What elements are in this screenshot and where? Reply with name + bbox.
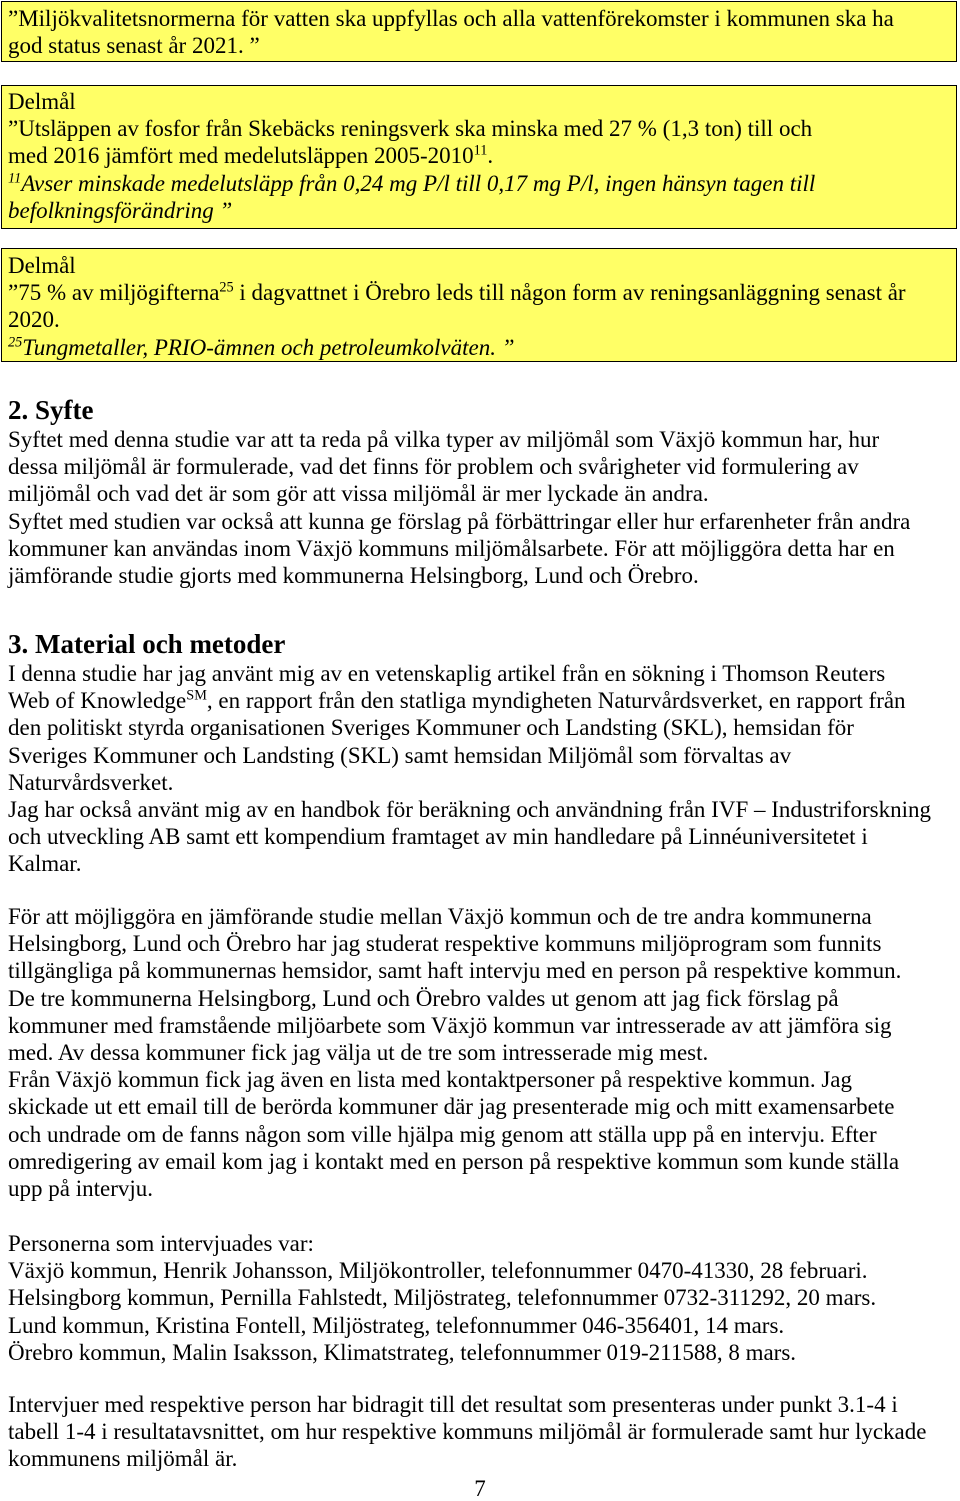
paragraph-line: upp på intervju. xyxy=(8,1175,153,1201)
paragraph-line: De tre kommunerna Helsingborg, Lund och Örebro valdes ut genom att jag fick förslag på xyxy=(8,985,839,1011)
subgoal-text: ”75 % av miljögifterna xyxy=(8,280,220,306)
paragraph-line: Intervjuer med respektive person har bidragit till det resultat som presenteras under punkt 3.1-4 i xyxy=(8,1392,898,1417)
subgoal-line: 2020. xyxy=(8,307,60,333)
footnote-line xyxy=(8,170,956,197)
paragraph-line: och undrade om de fanns någon som ville hjälpa mig genom att ställa upp på en intervju. Efter xyxy=(8,1121,877,1147)
subgoal-label: Delmål xyxy=(8,253,76,278)
sources-paragraph xyxy=(8,660,931,878)
paragraph-line: Syftet med denna studie var att ta reda på vilka typer av miljömål som Växjö kommun har, hur xyxy=(8,427,880,452)
subgoal-line xyxy=(8,279,956,306)
paragraph-text: Web of Knowledge xyxy=(8,688,187,714)
footnote-line xyxy=(8,334,956,361)
footnote-text: Tungmetaller, PRIO-ämnen och petroleumkolväten. ” xyxy=(22,334,515,360)
comparison-paragraph xyxy=(8,903,901,1202)
interviewee-entry: Örebro kommun, Malin Isaksson, Klimatstrateg, telefonnummer 019-211588, 8 mars. xyxy=(8,1339,797,1365)
interviewee-entry: Helsingborg kommun, Pernilla Fahlstedt, Miljöstrateg, telefonnummer 0732-311292, 20 mars. xyxy=(8,1285,877,1311)
interviewee-entry: Lund kommun, Kristina Fontell, Miljöstrateg, telefonnummer 046-356401, 14 mars. xyxy=(8,1312,785,1338)
subgoal-line: ”Utsläppen av fosfor från Skebäcks reningsverk ska minska med 27 % (1,3 ton) till och xyxy=(8,116,813,142)
paragraph-line: För att möjliggöra en jämförande studie mellan Växjö kommun och de tre andra kommunerna xyxy=(8,904,872,929)
paragraph-line: med. Av dessa kommuner fick jag välja ut de tre som intresserade mig mest. xyxy=(8,1039,709,1065)
paragraph-line: och utveckling AB samt ett kompendium framtaget av min handledare på Linnéuniversitetet i xyxy=(8,824,868,850)
paragraph-line: miljömål och vad det är som gör att vissa miljömål är mer lyckade än andra. xyxy=(8,481,709,507)
footnote-reference: 11 xyxy=(473,142,488,159)
paragraph-line: I denna studie har jag använt mig av en vetenskaplig artikel från en sökning i Thomson Reuters xyxy=(8,661,886,686)
section-heading-method: 3. Material och metoder xyxy=(8,629,286,659)
interviewee-list xyxy=(8,1230,876,1366)
paragraph-line: dessa miljömål är formulerade, vad det finns för problem och svårigheter vid formulering av xyxy=(8,454,859,480)
paragraph-line: omredigering av email kom jag i kontakt med en person på respektive kommun som kunde ställa xyxy=(8,1148,900,1174)
paragraph-line: tillgängliga på kommunernas hemsidor, samt haft intervju med en person på respektive kommun. xyxy=(8,958,902,984)
page-number: 7 xyxy=(474,1476,486,1501)
paragraph-line: Från Växjö kommun fick jag även en lista med kontaktpersoner på respektive kommun. Jag xyxy=(8,1067,852,1093)
footnote-number: 11 xyxy=(8,169,22,186)
footnote-line: befolkningsförändring ” xyxy=(8,197,233,223)
section-heading-purpose: 2. Syfte xyxy=(8,395,94,425)
interviewee-intro: Personerna som intervjuades var: xyxy=(8,1231,314,1256)
paragraph-line: Kalmar. xyxy=(8,851,82,877)
closing-paragraph xyxy=(8,1391,926,1473)
paragraph-line: jämförande studie gjorts med kommunerna Helsingborg, Lund och Örebro. xyxy=(8,562,699,588)
paragraph-line: skickade ut ett email till de berörda kommuner där jag presenterade mig och mitt examensarbete xyxy=(8,1094,895,1120)
paragraph-line: den politiskt styrda organisationen Sveriges Kommuner och Landsting (SKL), hemsidan för xyxy=(8,715,854,741)
footnote-number: 25 xyxy=(8,333,23,350)
pollutants-subgoal-box xyxy=(1,248,957,362)
footnote-reference: 25 xyxy=(219,279,234,296)
goal-quote-box xyxy=(1,1,957,62)
paragraph-line: Jag har också använt mig av en handbok för beräkning och användning från IVF – Industriforskning xyxy=(8,796,931,822)
subgoal-label: Delmål xyxy=(8,89,76,114)
paragraph-line: tabell 1-4 i resultatavsnittet, om hur respektive kommuns miljömål är formulerade samt hur lyckade xyxy=(8,1419,927,1445)
paragraph-line: Helsingborg, Lund och Örebro har jag studerat respektive kommuns miljöprogram som funnits xyxy=(8,931,882,957)
footnote-text: Avser minskade medelutsläpp från 0,24 mg P/l till 0,17 mg P/l, ingen hänsyn tagen till xyxy=(21,170,816,196)
paragraph-line xyxy=(8,687,931,714)
subgoal-text: i dagvattnet i Örebro leds till någon form av reningsanläggning senast år xyxy=(233,280,906,306)
paragraph-line: kommunens miljömål är. xyxy=(8,1446,238,1472)
paragraph-line: Sveriges Kommuner och Landsting (SKL) samt hemsidan Miljömål som förvaltas av xyxy=(8,742,792,768)
goal-line: god status senast år 2021. ” xyxy=(8,33,260,59)
phosphorus-subgoal-box xyxy=(1,85,957,229)
paragraph-line: kommuner kan användas inom Växjö kommuns miljömålsarbete. För att möjliggöra detta har en xyxy=(8,535,895,561)
subgoal-line xyxy=(8,142,956,169)
interviewee-entry: Växjö kommun, Henrik Johansson, Miljökontroller, telefonnummer 0470-41330, 28 februari. xyxy=(8,1258,868,1284)
paragraph-line: Naturvårdsverket. xyxy=(8,769,174,795)
service-mark: SM xyxy=(186,687,207,704)
subgoal-text: . xyxy=(487,143,494,169)
paragraph-line: kommuner med framstående miljöarbete som Växjö kommun var intresserade av att jämföra sig xyxy=(8,1012,892,1038)
goal-line: ”Miljökvalitetsnormerna för vatten ska uppfyllas och alla vattenförekomster i kommunen ska ha xyxy=(8,6,894,31)
paragraph-line: Syftet med studien var också att kunna ge förslag på förbättringar eller hur erfarenheter från andra xyxy=(8,508,911,534)
purpose-paragraph xyxy=(8,426,910,589)
paragraph-text: , en rapport från den statliga myndigheten Naturvårdsverket, en rapport från xyxy=(206,688,906,714)
subgoal-text: med 2016 jämfört med medelutsläppen 2005-2010 xyxy=(8,143,474,169)
